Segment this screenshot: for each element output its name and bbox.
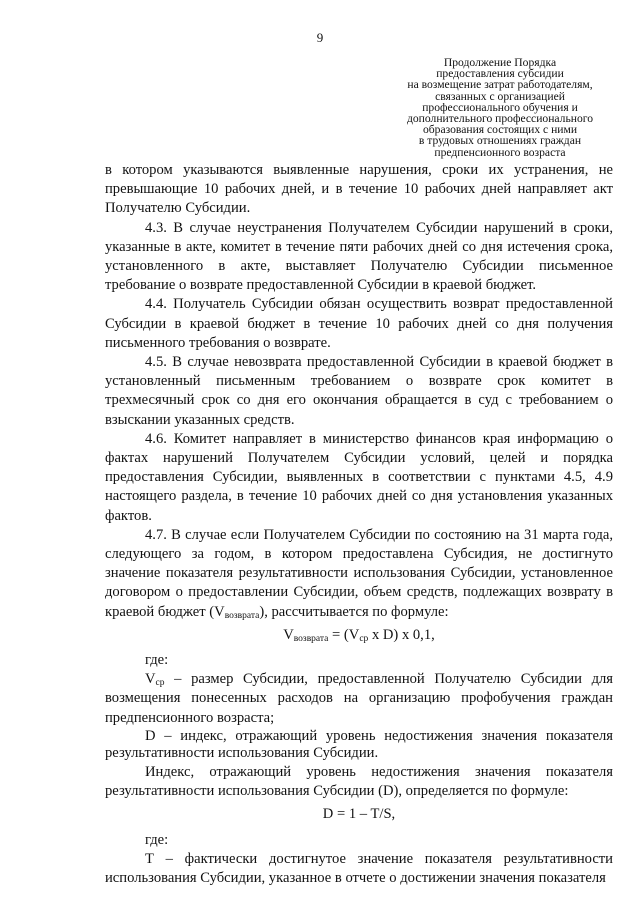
paragraph-4-4: 4.4. Получатель Субсидии обязан осуществить возврат предоставленной Субсидии в краевой бюджет в течение 10 рабочих дней со дня получения письменного требования о возврате. (105, 296, 613, 351)
v-return-subscript: возврата (224, 610, 260, 621)
paragraph-4-3: 4.3. В случае неустранения Получателем Субсидии нарушений в сроки, указанные в акте, комитет в течение пяти рабочих дней со дня истечения срока, установленного в акте, выставляет Получателю Субсидии письменное требование о возврате предоставленной Субсидии в краевой бюджет. (105, 219, 613, 294)
header-line: профессионального обучения и (422, 100, 578, 114)
header-line: Продолжение Порядка (443, 56, 557, 69)
where-label: где: (145, 831, 169, 848)
header-continuation-block (380, 57, 620, 158)
header-line: дополнительного профессионального (406, 112, 593, 126)
paragraph-4-7-tail: ), рассчитывается по формуле: (259, 603, 449, 620)
paragraph-continuation: в котором указываются выявленные нарушения, сроки их устранения, не превышающие 10 рабочих дней, и в течение 10 рабочих дней направляет акт Получателю Субсидии. (105, 162, 613, 217)
index-intro: Индекс, отражающий уровень недостижения значения показателя результативности использования Субсидии (D), определяется по формуле: (105, 763, 613, 800)
definition-t: Т – фактически достигнутое значение показателя результативности использования Субсидии, указанное в отчете о достижении значения показателя (105, 850, 613, 886)
header-line: на возмещение затрат работодателям, (407, 78, 593, 92)
paragraph-4-7 (105, 526, 613, 622)
paragraph-4-5: 4.5. В случае невозврата предоставленной Субсидии в краевой бюджет в установленный письменным требованием о возврате срок комитет в трехмесячный срок со дня его окончания обращается в суд с требованием о взыскании указанных средств. (105, 354, 613, 428)
header-line: образования состоящих с ними (422, 123, 578, 137)
header-line: предпенсионного возраста (434, 145, 566, 159)
paragraph-4-7-text: 4.7. В случае если Получателем Субсидии по состоянию на 31 марта года, следующего за годом, в котором предоставлена Субсидия, не достигнуто значение показателя результативности использования Субсидии, установленное договором о предоставлении Субсидии, объем средств, подлежащих возврату в краевой бюджет (V (105, 526, 613, 620)
definition-vcp: $V_{ср}$ – размер Субсидии, предоставленной Получателю Субсидии для возмещения понесенных расходов на организацию профобучения граждан предпенсионного возраста; (105, 671, 613, 726)
definition-d: D – индекс, отражающий уровень недостижения значения показателя результативности использования Субсидии. (105, 727, 613, 762)
formula-d: D = 1 – T/S, (322, 806, 396, 823)
page-number: 9 (316, 30, 324, 45)
header-line: предоставления субсидии (436, 67, 564, 81)
formula-v-return: $V_{возврата} = (V_{ср}$ x D) x 0,1, (283, 626, 435, 644)
header-line: в трудовых отношениях граждан (418, 134, 582, 148)
header-line: связанных с организацией (435, 89, 565, 103)
where-label: где: (145, 652, 169, 669)
paragraph-4-6: 4.6. Комитет направляет в министерство финансов края информацию о фактах нарушений Получателем Субсидии условий, целей и порядка предоставления Субсидии, выявленных в соответствии с пунктами 4.5, 4.9 настоящего раздела, в течение 10 рабочих дней со дня установления указанных фактов. (105, 430, 613, 524)
document-body (105, 161, 613, 888)
